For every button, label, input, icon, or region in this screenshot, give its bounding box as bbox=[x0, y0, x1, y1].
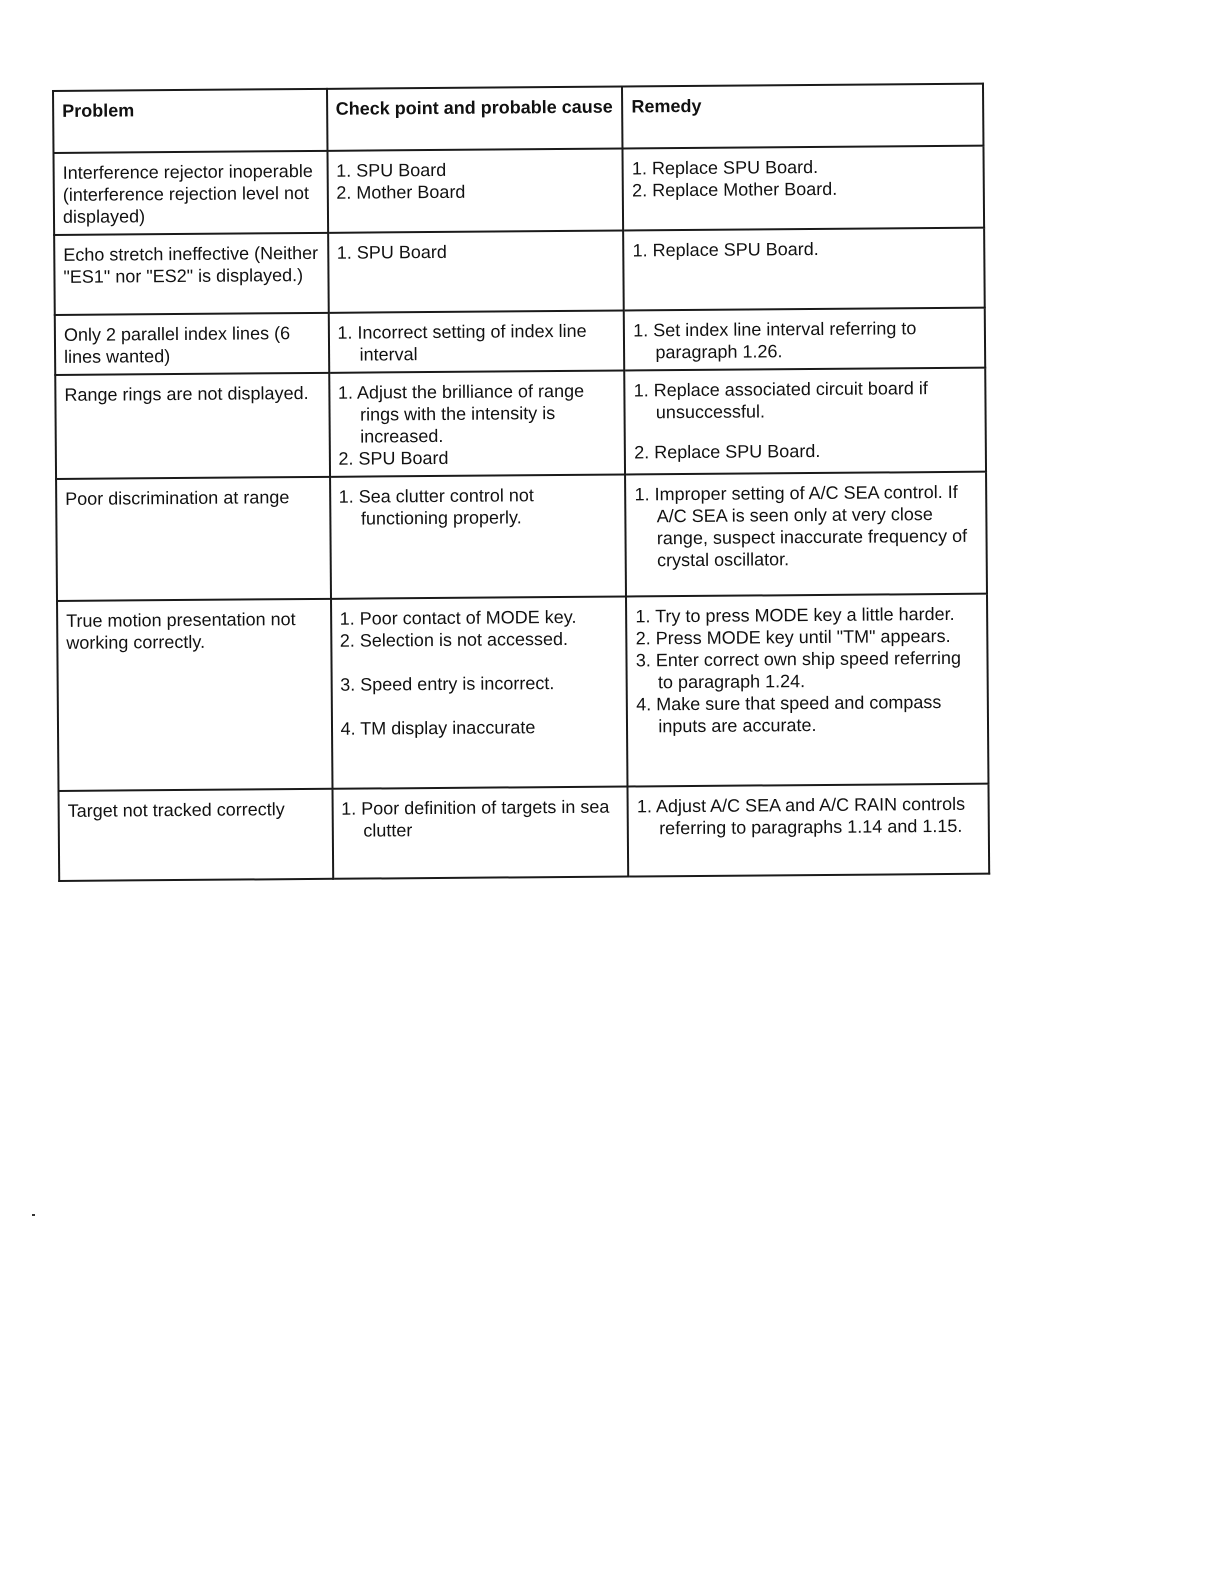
check-item: 2. Mother Board bbox=[336, 181, 466, 203]
remedy-item: 2. Press MODE key until "TM" appears. bbox=[635, 625, 951, 649]
problem-cell: Only 2 parallel index lines (6 lines wanted) bbox=[55, 313, 329, 375]
table-row bbox=[57, 594, 988, 791]
check-item: 1. Adjust the brilliance of range rings with the intensity is increased. bbox=[337, 380, 585, 447]
table-row bbox=[53, 146, 984, 235]
check-item: 3. Speed entry is incorrect. bbox=[340, 673, 555, 695]
table-row bbox=[55, 308, 985, 375]
check-item: 1. Incorrect setting of index line interval bbox=[337, 320, 587, 365]
table-header-row bbox=[53, 84, 983, 153]
check-cell bbox=[329, 371, 626, 477]
table-row bbox=[56, 472, 987, 601]
remedy-cell bbox=[624, 308, 985, 371]
remedy-item: 1. Improper setting of A/C SEA control. If A/C SEA is seen only at very close range, suspect inaccurate frequency of crystal oscillator. bbox=[634, 481, 968, 571]
remedy-item: 2. Replace Mother Board. bbox=[632, 178, 838, 201]
check-item: 1. Sea clutter control not functioning properly. bbox=[338, 485, 534, 529]
check-cell bbox=[331, 597, 628, 789]
problem-cell: Target not tracked correctly bbox=[59, 789, 333, 881]
check-cell bbox=[330, 475, 627, 599]
problem-cell: Interference rejector inoperable (interference rejection level not displayed) bbox=[53, 151, 327, 235]
problem-cell: True motion presentation not working correctly. bbox=[57, 599, 332, 791]
table-row bbox=[55, 368, 986, 479]
problem-cell: Range rings are not displayed. bbox=[55, 373, 329, 479]
header-remedy: Remedy bbox=[622, 84, 983, 149]
remedy-item: 1. Try to press MODE key a little harder. bbox=[635, 603, 955, 627]
remedy-cell bbox=[623, 228, 984, 311]
remedy-item: 2. Replace SPU Board. bbox=[634, 440, 821, 463]
remedy-item: 3. Enter correct own ship speed referring to paragraph 1.24. bbox=[635, 647, 962, 693]
check-item: 4. TM display inaccurate bbox=[340, 717, 536, 739]
remedy-item: 1. Replace SPU Board. bbox=[631, 156, 819, 179]
remedy-cell bbox=[628, 784, 989, 877]
check-cell bbox=[332, 786, 629, 878]
check-item: 1. Poor definition of targets in sea clutter bbox=[341, 796, 610, 841]
problem-cell: Echo stretch ineffective (Neither "ES1" nor "ES2" is displayed.) bbox=[54, 233, 328, 315]
problem-cell: Poor discrimination at range bbox=[56, 477, 330, 601]
header-check-point: Check point and probable cause bbox=[327, 87, 623, 151]
remedy-cell bbox=[623, 146, 984, 231]
check-cell bbox=[328, 231, 624, 313]
remedy-item: 4. Make sure that speed and compass inputs are accurate. bbox=[636, 692, 942, 737]
remedy-cell bbox=[625, 472, 987, 597]
troubleshooting-table bbox=[52, 83, 990, 882]
check-item: 2. SPU Board bbox=[338, 447, 449, 469]
check-item: 2. Selection is not accessed. bbox=[339, 628, 569, 651]
check-cell bbox=[327, 149, 623, 233]
remedy-item: 1. Set index line interval referring to paragraph 1.26. bbox=[633, 318, 917, 363]
scan-speck bbox=[32, 1214, 35, 1216]
table-row bbox=[54, 228, 985, 315]
remedy-item: 1. Replace SPU Board. bbox=[632, 238, 819, 261]
header-problem: Problem bbox=[53, 89, 327, 153]
check-item: 1. SPU Board bbox=[336, 241, 447, 263]
check-item: 1. Poor contact of MODE key. bbox=[339, 606, 577, 629]
remedy-cell bbox=[626, 594, 988, 787]
remedy-item: 1. Adjust A/C SEA and A/C RAIN controls referring to paragraphs 1.14 and 1.15. bbox=[636, 793, 966, 839]
remedy-item: 1. Replace associated circuit board if unsuccessful. bbox=[633, 378, 928, 423]
remedy-cell bbox=[625, 368, 986, 475]
check-cell bbox=[328, 311, 624, 373]
check-item: 1. SPU Board bbox=[336, 159, 447, 181]
table-row bbox=[59, 784, 990, 881]
